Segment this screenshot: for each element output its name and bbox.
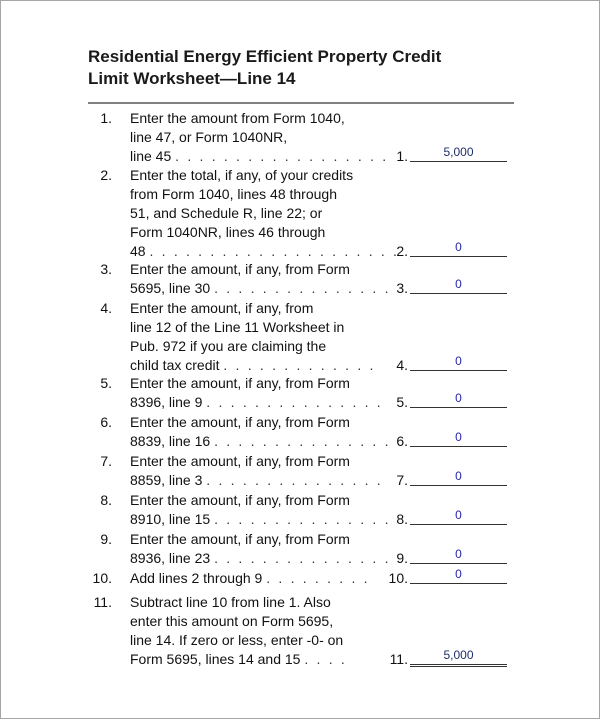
description-segment: Enter the amount, if any, from — [130, 300, 314, 316]
answer-value: 0 — [455, 567, 462, 581]
description-segment: line 47, or Form 1040NR, — [130, 129, 288, 145]
description-text — [130, 569, 370, 588]
dot-leader: . . . . . . . . . . . . . . . — [214, 433, 391, 449]
description-segment: Pub. 972 if you are claiming the — [130, 338, 327, 354]
line-number: 5. — [100, 375, 112, 391]
line-number: 2. — [100, 167, 112, 183]
description-text — [130, 452, 370, 471]
answer-line-label: 5. — [396, 394, 408, 410]
description-text — [130, 491, 370, 510]
description-segment: Enter the amount, if any, from Form — [130, 375, 350, 391]
description-text — [130, 510, 391, 529]
description-segment: Add lines 2 through 9 — [130, 570, 263, 586]
line-description — [130, 530, 391, 568]
dot-leader: . . . . . . . . . . . . . . . — [214, 550, 391, 566]
description-segment: 51, and Schedule R, line 22; or — [130, 205, 323, 221]
title-line-1: Residential Energy Efficient Property Credit — [88, 47, 442, 66]
description-segment: enter this amount on Form 5695, — [130, 613, 334, 629]
description-segment: line 14. If zero or less, enter -0- on — [130, 632, 344, 648]
description-text — [130, 185, 370, 204]
line-number: 9. — [100, 531, 112, 547]
answer-value: 0 — [455, 277, 462, 291]
description-segment: 8839, line 16 — [130, 433, 211, 449]
description-segment: 5695, line 30 — [130, 280, 211, 296]
answer-line-label: 1. — [396, 148, 408, 164]
line-number: 11. — [93, 594, 112, 610]
line-number: 7. — [100, 453, 112, 469]
line-description — [130, 166, 400, 261]
description-text — [130, 612, 370, 631]
description-segment: line 45 — [130, 148, 172, 164]
answer-value: 0 — [455, 240, 462, 254]
answer-value: 0 — [455, 430, 462, 444]
description-text — [130, 242, 400, 261]
line-description — [130, 452, 383, 490]
description-segment: 8859, line 3 — [130, 472, 203, 488]
description-segment: 8936, line 23 — [130, 550, 211, 566]
description-segment: Enter the total, if any, of your credits — [130, 167, 354, 183]
description-text — [130, 393, 383, 412]
description-text — [130, 593, 370, 612]
line-description — [130, 374, 383, 412]
description-segment: Subtract line 10 from line 1. Also — [130, 594, 331, 610]
description-segment: 48 — [130, 243, 146, 259]
dot-leader: . . . . . . . . . — [266, 570, 370, 586]
answer-field[interactable] — [410, 237, 507, 257]
description-segment: Enter the amount, if any, from Form — [130, 261, 350, 277]
line-number: 6. — [100, 414, 112, 430]
answer-field[interactable] — [410, 564, 507, 584]
line-number: 1. — [100, 110, 112, 126]
title-line-2: Limit Worksheet—Line 14 — [88, 69, 296, 88]
answer-line-label: 4. — [396, 357, 408, 373]
line-number: 4. — [100, 300, 112, 316]
answer-value: 5,000 — [443, 145, 474, 159]
worksheet-title — [88, 46, 441, 90]
description-text — [130, 432, 391, 451]
description-text — [130, 279, 391, 298]
answer-field[interactable] — [410, 466, 507, 486]
description-text — [130, 631, 370, 650]
description-text — [130, 299, 370, 318]
line-description — [130, 109, 389, 166]
answer-value: 0 — [455, 354, 462, 368]
description-text — [130, 166, 370, 185]
answer-line-label: 2. — [396, 243, 408, 259]
answer-line-label: 9. — [396, 550, 408, 566]
answer-field[interactable] — [410, 388, 507, 408]
description-text — [130, 260, 370, 279]
answer-line-label: 11. — [389, 651, 408, 667]
description-segment: 8396, line 9 — [130, 394, 203, 410]
answer-line-label: 10. — [388, 570, 408, 586]
description-segment: from Form 1040, lines 48 through — [130, 186, 337, 202]
line-description — [130, 569, 370, 588]
description-segment: 8910, line 15 — [130, 511, 211, 527]
description-text — [130, 356, 376, 375]
description-text — [130, 147, 389, 166]
description-segment: Form 1040NR, lines 46 through — [130, 224, 326, 240]
description-text — [130, 471, 383, 490]
description-segment: Enter the amount from Form 1040, — [130, 110, 345, 126]
dot-leader: . . . . . . . . . . . . . — [223, 357, 376, 373]
answer-value: 0 — [455, 547, 462, 561]
description-segment: child tax credit — [130, 357, 220, 373]
answer-field[interactable] — [410, 427, 507, 447]
dot-leader: . . . . . . . . . . . . . . . — [214, 511, 391, 527]
description-text — [130, 337, 370, 356]
answer-value: 0 — [455, 508, 462, 522]
answer-line-label: 8. — [396, 511, 408, 527]
dot-leader: . . . . — [304, 651, 347, 667]
line-description — [130, 260, 391, 298]
description-text — [130, 549, 391, 568]
dot-leader: . . . . . . . . . . . . . . . — [206, 472, 383, 488]
line-number: 3. — [100, 261, 112, 277]
description-segment: Enter the amount, if any, from Form — [130, 531, 350, 547]
answer-field[interactable] — [410, 544, 507, 564]
description-segment: Enter the amount, if any, from Form — [130, 453, 350, 469]
description-segment: Form 5695, lines 14 and 15 — [130, 651, 301, 667]
answer-field[interactable] — [410, 645, 507, 667]
description-text — [130, 128, 370, 147]
dot-leader: . . . . . . . . . . . . . . . — [206, 394, 383, 410]
dot-leader: . . . . . . . . . . . . . . . . . . . . . — [149, 243, 400, 259]
answer-value: 0 — [455, 469, 462, 483]
answer-field[interactable] — [410, 274, 507, 294]
description-text — [130, 530, 370, 549]
line-description — [130, 491, 391, 529]
dot-leader: . . . . . . . . . . . . . . . — [214, 280, 391, 296]
line-number: 8. — [100, 492, 112, 508]
answer-value: 0 — [455, 391, 462, 405]
answer-line-label: 3. — [396, 280, 408, 296]
description-text — [130, 413, 370, 432]
description-text — [130, 204, 370, 223]
line-description — [130, 413, 391, 451]
description-text — [130, 109, 370, 128]
answer-line-label: 7. — [396, 472, 408, 488]
answer-line-label: 6. — [396, 433, 408, 449]
description-segment: Enter the amount, if any, from Form — [130, 492, 350, 508]
dot-leader: . . . . . . . . . . . . . . . . . . — [175, 148, 389, 164]
description-segment: line 12 of the Line 11 Worksheet in — [130, 319, 345, 335]
description-text — [130, 318, 370, 337]
description-text — [130, 374, 370, 393]
description-text — [130, 650, 370, 669]
answer-field[interactable] — [410, 142, 507, 162]
answer-value: 5,000 — [443, 648, 474, 662]
description-segment: Enter the amount, if any, from Form — [130, 414, 350, 430]
title-rule — [88, 102, 514, 104]
description-text — [130, 223, 370, 242]
line-description — [130, 593, 370, 669]
line-number: 10. — [92, 570, 112, 586]
answer-field[interactable] — [410, 351, 507, 371]
answer-field[interactable] — [410, 505, 507, 525]
line-description — [130, 299, 376, 375]
